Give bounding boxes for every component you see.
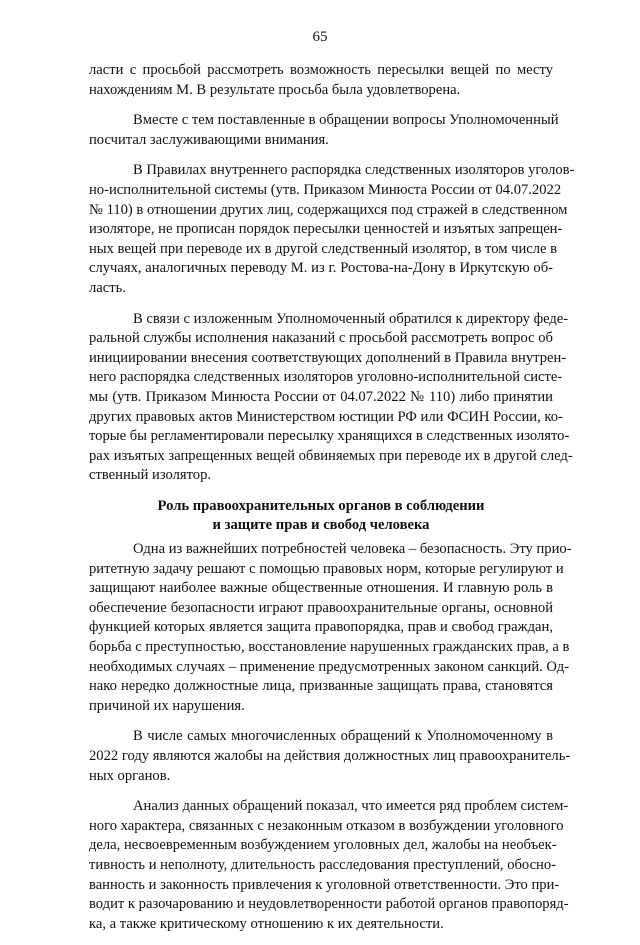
paragraph [89,540,572,716]
paragraph-line: ных вещей при переводе их в другой следственный изолятор, в том числе в [89,240,558,257]
paragraph-line: ласти с просьбой рассмотреть возможность пересылки вещей по месту [89,62,553,78]
paragraph-line: случаях, аналогичных переводу М. из г. Ростова-на-Дону в Иркутскую об- [89,260,553,277]
paragraph-line: дела, несвоевременным возбуждением уголовных дел, жалобы на необъек- [89,837,557,854]
paragraph-line: Вместе с тем поставленные в обращении вопросы Уполномоченный [133,112,559,129]
paragraph-line: Одна из важнейших потребностей человека – безопасность. Эту прио- [133,541,572,558]
paragraph-line: инициировании внесения соответствующих дополнений в Правила внутрен- [89,349,567,366]
paragraph-line: причиной их нарушения. [89,697,245,714]
paragraph-line: обеспечение безопасности играют правоохранительные органы, основной [89,599,553,616]
paragraph-line: нахождениям М. В результате просьба была удовлетворена. [89,81,461,98]
paragraph-line: торые бы регламентировали пересылку хранящихся в следственных изолято- [89,428,570,445]
page-number: 65 [312,29,328,45]
paragraph-line: других правовых актов Министерством юстиции РФ или ФСИН России, ко- [89,408,563,425]
section-after-heading [89,540,572,934]
page-content [89,61,575,945]
paragraph-line: ственный изолятор. [89,467,212,484]
paragraph-line: необходимых случаях – применение предусмотренных законом санкций. Од- [89,658,570,675]
section-before-heading [89,61,575,486]
paragraph-line: рах изъятых запрещенных вещей обвиняемых при переводе их в другой след- [89,447,573,464]
paragraph-line: тивность и неполноту, длительность расследования преступлений, обосно- [89,856,557,873]
paragraph [89,61,553,100]
paragraph-line: ванность и законность привлечения к уголовной ответственности. Это при- [89,876,560,893]
paragraph-line: ных органов. [89,767,171,784]
paragraph-line: 2022 году являются жалобы на действия должностных лиц правоохранитель- [89,748,571,764]
paragraph-line: него распорядка следственных изоляторов уголовно-исполнительной систе- [89,369,563,386]
paragraph-line: В связи с изложенным Уполномоченный обратился к директору феде- [133,310,569,327]
paragraph [89,797,569,934]
paragraph-line: ласть. [89,279,126,296]
section-heading-line-2: и защите прав и свобод человека [212,517,430,534]
paragraph-line: ритетную задачу решают с помощью правовых норм, которые регулируют и [89,560,564,577]
paragraph-line: изоляторе, не прописан порядок пересылки ценностей и изъятых запрещен- [89,221,563,238]
paragraph-line: водит к разочарованию и неудовлетворенности работой органов правопоряд- [89,896,569,913]
section-heading [89,497,553,536]
paragraph-line: В числе самых многочисленных обращений к Уполномоченному в [133,728,553,745]
paragraph-line: функцией которых является защита правопорядка, прав и свобод граждан, [89,619,553,636]
paragraph-line: нако нередко должностные лица, призванные защищать права, становятся [89,678,553,695]
paragraph-line: ного характера, связанных с незаконным отказом в возбуждении уголовного [89,817,564,834]
paragraph-line: № 110) в отношении других лиц, содержащихся под стражей в следственном [89,201,568,218]
paragraph-line: защищают наиболее важные общественные отношения. И главную роль в [89,580,553,597]
paragraph-line: Анализ данных обращений показал, что имеется ряд проблем систем- [133,798,569,815]
paragraph-line: борьба с преступностью, восстановление нарушенных гражданских прав, а в [89,639,570,656]
paragraph [89,161,575,298]
section-heading-line-1: Роль правоохранительных органов в соблюдении [157,497,485,514]
paragraph-line: мы (утв. Приказом Минюста России от 04.07.2022 № 110) либо принятии [89,388,553,405]
paragraph [89,111,559,150]
paragraph-line: посчитал заслуживающими внимания. [89,131,329,148]
paragraph-line: ка, а также критическому отношению к их деятельности. [89,915,444,932]
paragraph-line: В Правилах внутреннего распорядка следственных изоляторов уголов- [133,162,575,179]
paragraph [89,727,571,786]
paragraph-line: но-исполнительной системы (утв. Приказом Минюста России от 04.07.2022 [89,181,562,198]
paragraph-line: ральной службы исполнения наказаний с просьбой рассмотреть вопрос об [89,330,553,347]
paragraph [89,310,573,486]
